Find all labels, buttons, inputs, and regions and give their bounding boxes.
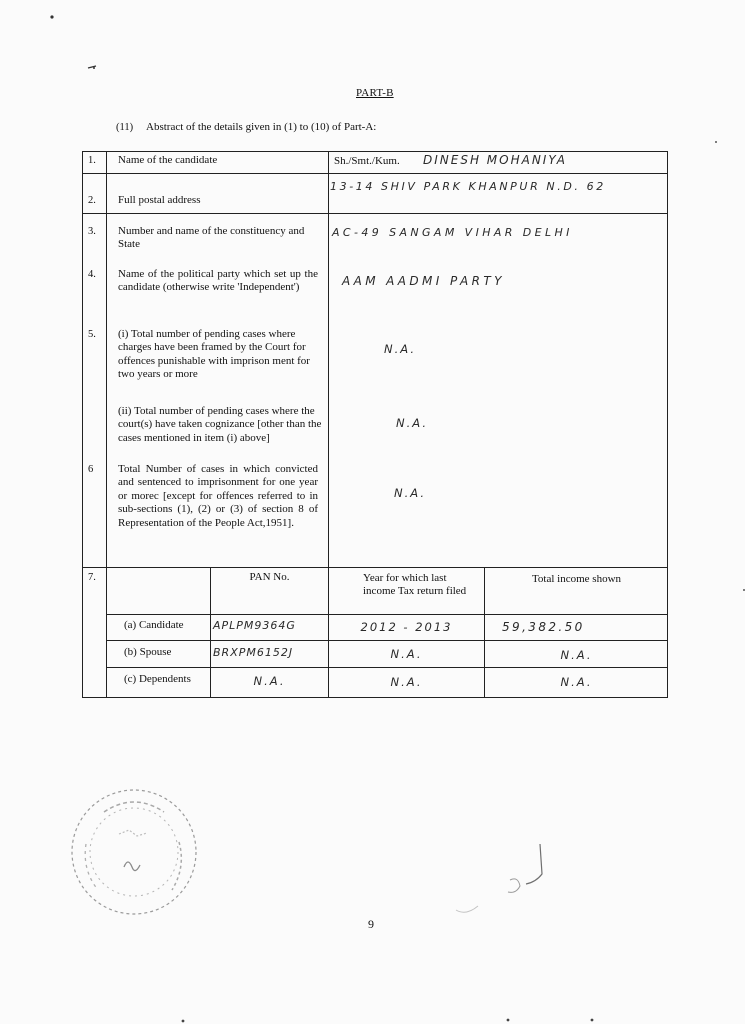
pending-cases-cognizance-label: (ii) Total number of pending cases where the court(s) have taken cognizance [other than the cases mentioned in item (i) above] bbox=[118, 405, 322, 444]
dependents-total-income: N.A. bbox=[560, 675, 593, 689]
party-value: AAM AADMI PARTY bbox=[342, 274, 505, 288]
total-income-column-header: Total income shown bbox=[531, 573, 622, 585]
row-number: 1. bbox=[88, 155, 96, 166]
pan-column-header: PAN No. bbox=[249, 571, 290, 583]
pending-cases-framed-value: N.A. bbox=[384, 342, 416, 356]
tax-year-column-header: Year for which last income Tax return filed bbox=[363, 572, 467, 598]
candidate-total-income: 59,382.50 bbox=[502, 620, 585, 634]
convicted-cases-label: Total Number of cases in which convicted and sentenced to imprisonment for one year or morec [except for offences referred to in sub-sections (1), (2) or (3) of section 8 of Representation of the People Act,1951]. bbox=[118, 463, 318, 529]
row-number: 7. bbox=[88, 572, 96, 583]
intro-number: (11) bbox=[116, 122, 134, 133]
dependents-tax-year: N.A. bbox=[390, 675, 423, 689]
spouse-row-label: (b) Spouse bbox=[124, 646, 172, 658]
intro-text: Abstract of the details given in (1) to (10) of Part-A: bbox=[146, 121, 377, 133]
convicted-cases-value: N.A. bbox=[394, 486, 426, 500]
candidate-name-value: DINESH MOHANIYA bbox=[423, 153, 567, 167]
constituency-value: AC-49 SANGAM VIHAR DELHI bbox=[332, 226, 573, 239]
row-number: 5. bbox=[88, 329, 96, 340]
constituency-label: Number and name of the constituency and State bbox=[118, 225, 305, 251]
candidate-tax-year: 2012 - 2013 bbox=[360, 620, 453, 634]
spouse-pan: BRXPM6152J bbox=[213, 646, 294, 659]
dependents-pan: N.A. bbox=[253, 674, 286, 688]
part-title: PART-B bbox=[356, 87, 394, 99]
row-number: 3. bbox=[88, 226, 96, 237]
postal-address-label: Full postal address bbox=[118, 194, 201, 206]
row-number: 2. bbox=[88, 195, 96, 206]
candidate-name-label: Name of the candidate bbox=[118, 154, 218, 166]
dependents-row-label: (c) Dependents bbox=[124, 673, 191, 685]
spouse-tax-year: N.A. bbox=[390, 647, 423, 661]
pending-cases-framed-label: (i) Total number of pending cases where charges have been framed by the Court for offences punishable with imprison ment for two years or more bbox=[118, 328, 310, 381]
pending-cases-cognizance-value: N.A. bbox=[396, 416, 428, 430]
page-number: 9 bbox=[368, 917, 374, 931]
spouse-total-income: N.A. bbox=[560, 648, 593, 662]
row-number: 4. bbox=[88, 269, 96, 280]
row-number: 6 bbox=[88, 464, 94, 475]
candidate-row-label: (a) Candidate bbox=[124, 619, 184, 631]
candidate-pan: APLPM9364G bbox=[213, 619, 296, 632]
salutation-prefix: Sh./Smt./Kum. bbox=[334, 155, 400, 167]
postal-address-value: 13-14 SHIV PARK KHANPUR N.D. 62 bbox=[330, 180, 606, 193]
party-label: Name of the political party which set up the candidate (otherwise write 'Independent') bbox=[118, 268, 318, 294]
